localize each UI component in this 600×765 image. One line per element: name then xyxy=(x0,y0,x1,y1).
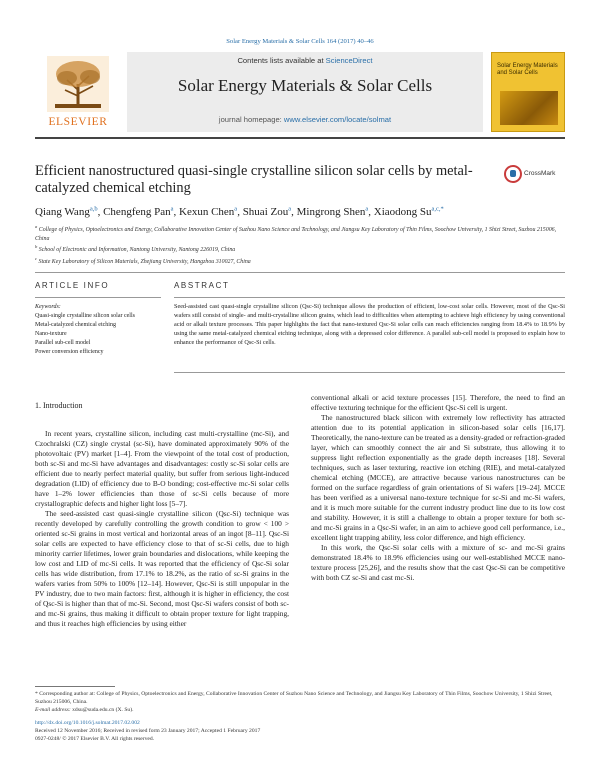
article-info-heading: ARTICLE INFO xyxy=(35,281,110,290)
keyword: Metal-catalyzed chemical etching xyxy=(35,322,116,328)
crossmark-button[interactable] xyxy=(504,165,564,191)
publisher-wordmark: ELSEVIER xyxy=(48,116,108,128)
author[interactable]: Mingrong Shen xyxy=(296,206,366,218)
masthead-center xyxy=(127,52,483,132)
body-paragraph: In this work, the Qsc-Si solar cells with a mixture of sc- and mc-Si grains demonstrated 18.4% to 18.9% efficiencies using our well-established MCCE nano-texture process [25,26], and the results show that the cast Qsc-Si can be competitive with both CZ sc-Si and cast mc-Si. xyxy=(311,543,565,582)
page-footer xyxy=(35,719,565,744)
masthead-rule xyxy=(35,137,565,139)
copyright: 0927-0248/ © 2017 Elsevier B.V. All rights reserved. xyxy=(35,736,155,743)
article-dates: Received 12 November 2016; Received in revised form 23 January 2017; Accepted 1 February 2017 xyxy=(35,728,261,735)
body-paragraph: In recent years, crystalline silicon, including cast multi-crystalline (mc-Si), and Czochralski (CZ) single crystal (sc-Si), have dominated approximately 90% of the photovoltaic (PV) market [1–4]. From the viewpoint of the total cost of production, both sc-Si and mc-Si have advantages and disadvantages: costly sc-Si solar cells are efficient due to nearly perfect material quality, but suffer from serious light-induced degradation (LID) of efficiency due to B-O bonding; cost-effective mc-Si solar cells have 1–2% lower efficiencies than those of sc-Si cells because of more crystallographic defects and higher light loss [5–7]. xyxy=(35,429,289,508)
affiliation: $^c$ State Key Laboratory of Silicon Materials, Zhejiang University, Hangzhou 310027, China xyxy=(35,256,251,266)
crossmark-icon xyxy=(504,165,522,183)
abstract-heading: ABSTRACT xyxy=(174,281,230,290)
keyword: Power conversion efficiency xyxy=(35,349,104,355)
author[interactable]: Shuai Zou xyxy=(242,206,289,218)
email-line xyxy=(35,706,565,714)
crossmark-label: CrossMark xyxy=(524,170,556,177)
body-paragraph: The seed-assisted cast quasi-single crystalline silicon (Qsc-Si) technique was recently developed by carefully controlling the growth condition to grow < 100 > oriented sc-Si grains in most vertical and horizontal areas of an ingot [8–11]. Qsc-Si solar cells are expected to have efficiency close to that of sc-Si cells, due to high minority carrier lifetimes, lower grain boundaries and dislocations, while keeping the low cost and LID of mc-Si cells. It was reported that the efficiency of Qsc-Si solar cells has wide distribution, from 17.1% to 18.2%, as the ratio of sc-Si grains in the wafers varies from 50% to 100% [12–14]. However, Qsc-Si is still unpopular in the PV industry, due to two main factors: first, although it is higher in efficiency, the cost of Qsc-Si is higher than that of mc-Si. Second, most Qsc-Si wafers consist of both sc- and mc-Si grains, thus making it difficult to obtain proper texture for light trapping, and thus it reaches high efficiencies by using either xyxy=(35,509,289,628)
email-address[interactable]: xdsu@suda.edu.cn (X. Su). xyxy=(72,707,134,714)
author-list: Qiang Wang$^{a,b}$, Chengfeng Pan$^a$, Kexun Chen$^a$, Shuai Zou$^a$, Mingrong Shen$^a$, Xiaodong $Su^{a,c,*}$ xyxy=(35,205,444,218)
author[interactable]: Qiang Wang xyxy=(35,206,90,218)
contents-line xyxy=(127,56,483,65)
footnote-rule xyxy=(35,686,115,687)
email-label: E-mail address: xyxy=(35,707,71,714)
author[interactable]: Kexun Chen xyxy=(179,206,235,218)
author-affil-marker[interactable]: a,b xyxy=(89,205,98,213)
author-affil-marker[interactable]: a xyxy=(365,205,369,213)
body-paragraph: The nanostructured black silicon with extremely low reflectivity has attracted attention due to its potential application in silicon-based solar cells [16,17]. Theoretically, the nano-texture can be treated as a density-graded or refraction-graded layer, which can smoothly connect the air and Si substrate, thus allowing it to suppress light reflection exponentially as the grade depth increases [18]. Several techniques, such as laser texturing, reactive ion etching (RIE), and metal-catalyzed chemical etching (MCCE), are attractive because various nanostructures can be formed on the surface regardless of grain orientations of Si wafers [19–24]. MCCE has been verified as a universal nano-texture technique for sc-Si and mc-Si wafers, and it is much more suitable for the current industry product line due to its low cost and stability. However, it is still a challenge to obtain a proper texture for both sc- and mc-Si grains in a Qsc-Si wafer, in an aim to achieve good cell performance, i.e., excellent light trapping ability, less color difference, and high efficiency. xyxy=(311,413,565,542)
corresponding-author-note: * Corresponding author at: College of Physics, Optoelectronics and Energy, Collaborative Innovation Center of Suzhou Nano Science and Technology, and Jiangsu Key Laboratory of Thin Films, Soochow University, 1 Shizi Street, Suzhou 215006, China. xyxy=(35,691,553,706)
article-info-rule xyxy=(35,297,161,298)
publisher-logo[interactable] xyxy=(35,52,121,132)
homepage-prefix: journal homepage: xyxy=(218,115,284,124)
author-affil-marker[interactable]: a xyxy=(288,205,292,213)
keywords-block xyxy=(35,303,161,357)
abstract-bottom-rule xyxy=(174,372,565,373)
abstract-text: Seed-assisted cast quasi-single crystalline silicon (Qsc-Si) technique allows the production of efficient, low-cost solar cells. However, most of the Qsc-Si wafers still consist of single- and multi-crystalline silicon grains, which lead to difficulties when attempting to achieve high efficiency by using conventional acid or alkali texture processes. This paper highlights the fact that nano-textured Qsc-Si solar cells can reach efficiencies ranging from 18.4% to 18.9% by using the same metal-catalyzed chemical etching technique, along with a depressed color difference. A parallel sub-cell model is proposed to explain how to enhance the performance of Qsc-Si cells. xyxy=(174,303,565,346)
author-affil-marker[interactable]: a,c,* xyxy=(431,205,444,213)
body-column-right xyxy=(311,393,565,583)
keyword: Quasi-single crystalline silicon solar cells xyxy=(35,313,135,319)
affiliation: $^a$ College of Physics, Optoelectronics and Energy, Collaborative Innovation Center of Suzhou Nano Science and Technology, and Jiangsu Key Laboratory of Thin Films, Soochow University, 1 Shizi Street, Suzhou 215006, China xyxy=(35,224,557,242)
keyword: Parallel sub-cell model xyxy=(35,340,91,346)
section-heading: 1. Introduction xyxy=(35,401,83,410)
abstract-rule xyxy=(174,297,565,298)
cover-art xyxy=(500,91,558,125)
journal-name: Solar Energy Materials & Solar Cells xyxy=(177,76,433,95)
journal-masthead xyxy=(35,52,565,132)
header-divider xyxy=(35,272,565,273)
running-head[interactable]: Solar Energy Materials & Solar Cells 164 (2017) 40–46 xyxy=(226,38,374,45)
sciencedirect-link[interactable]: ScienceDirect xyxy=(325,56,373,65)
body-column-left xyxy=(35,393,289,629)
journal-cover-thumbnail[interactable] xyxy=(491,52,565,132)
keyword: Nano-texture xyxy=(35,331,67,337)
homepage-link[interactable]: www.elsevier.com/locate/solmat xyxy=(283,115,392,124)
author[interactable]: Xiaodong Su xyxy=(373,206,432,218)
elsevier-tree-icon xyxy=(47,56,109,112)
contents-prefix: Contents lists available at xyxy=(237,56,326,65)
author[interactable]: Chengfeng Pan xyxy=(103,206,171,218)
homepage-line xyxy=(127,115,483,124)
keywords-label: Keywords: xyxy=(35,304,61,310)
cover-title: Solar Energy Materials and Solar Cells xyxy=(497,63,558,77)
affiliations xyxy=(35,223,565,267)
author-affil-marker[interactable]: a xyxy=(234,205,238,213)
footnote xyxy=(35,690,565,715)
doi-link[interactable]: http://dx.doi.org/10.1016/j.solmat.2017.02.002 xyxy=(35,720,140,726)
body-paragraph: conventional alkali or acid texture processes [15]. Therefore, the need to find an effective texturing technique for the efficient Qsc-Si cell is urgent. xyxy=(311,393,565,412)
affiliation: $^b$ School of Electronic and Information, Nantong University, Nantong 226019, China xyxy=(35,244,236,254)
article-title: Efficient nanostructured quasi-single crystalline silicon solar cells by metal-catalyzed chemical etching xyxy=(35,163,473,196)
author-affil-marker[interactable]: a xyxy=(170,205,174,213)
